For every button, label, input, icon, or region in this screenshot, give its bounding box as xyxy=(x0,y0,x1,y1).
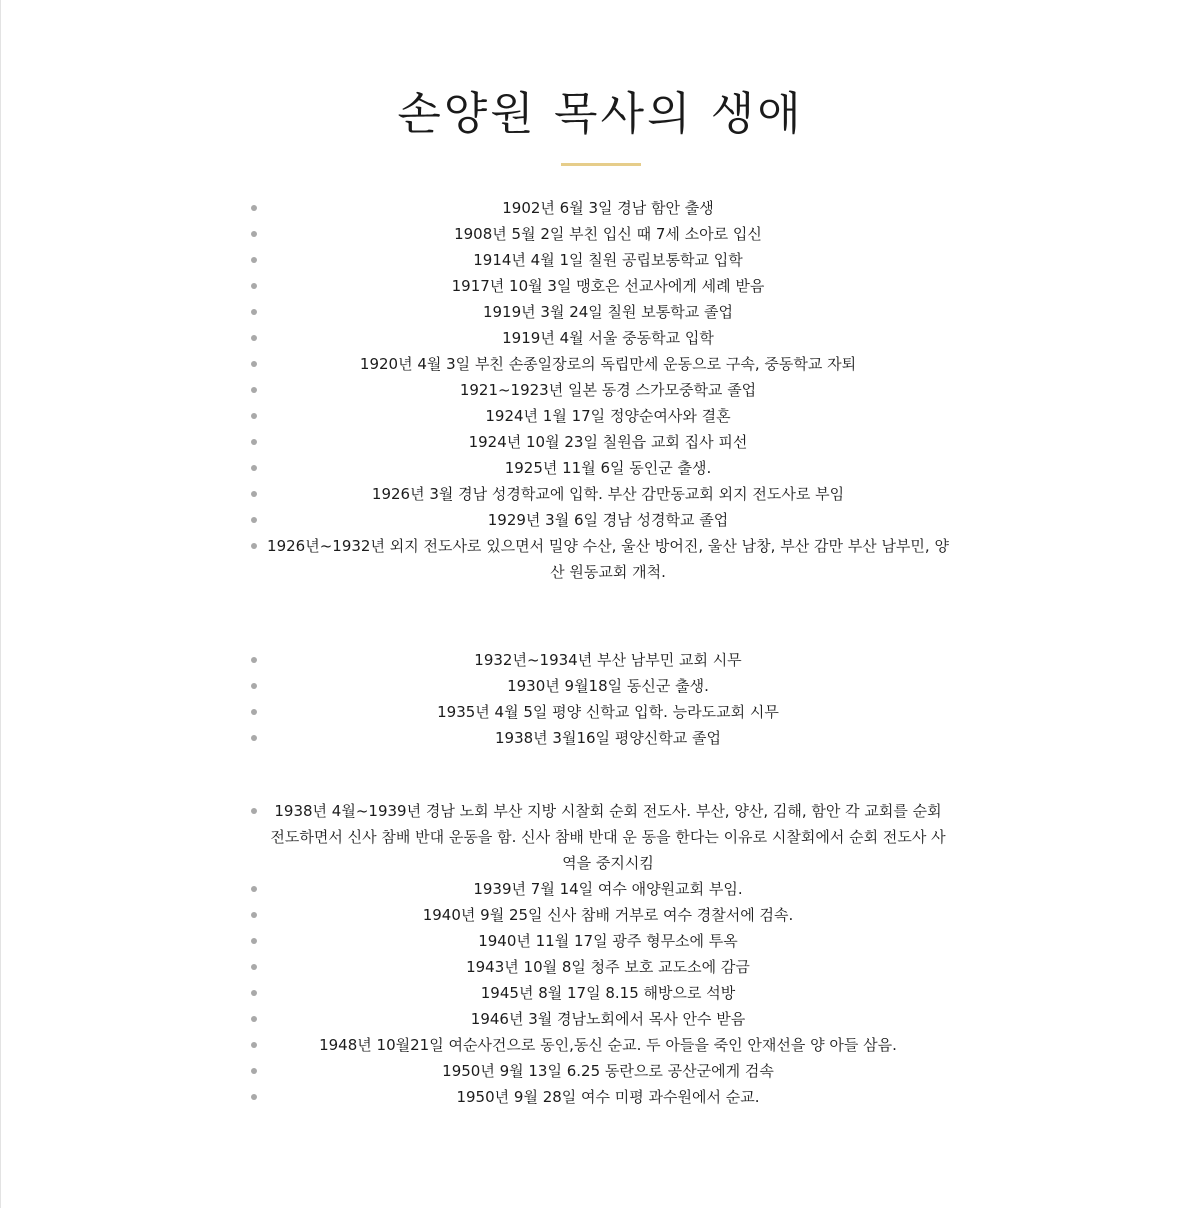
list-item: 1921~1923년 일본 동경 스가모중학교 졸업 xyxy=(265,377,951,403)
list-item: 1940년 9월 25일 신사 참배 거부로 여수 경찰서에 검속. xyxy=(265,902,951,928)
timeline-list-2 xyxy=(265,647,951,751)
timeline-list-1 xyxy=(265,195,951,585)
list-item: 1919년 4월 서울 중동학교 입학 xyxy=(265,325,951,351)
list-item: 1929년 3월 6일 경남 성경학교 졸업 xyxy=(265,507,951,533)
list-item: 1935년 4월 5일 평양 신학교 입학. 능라도교회 시무 xyxy=(265,699,951,725)
list-item: 1908년 5월 2일 부친 입신 때 7세 소아로 입신 xyxy=(265,221,951,247)
list-item: 1945년 8월 17일 8.15 해방으로 석방 xyxy=(265,980,951,1006)
list-item: 1938년 4월~1939년 경남 노회 부산 지방 시찰회 순회 전도사. 부산, 양산, 김해, 함안 각 교회를 순회 전도하면서 신사 참배 반대 운동을 함. 신사 참배 반대 운 동을 한다는 이유로 시찰회에서 순회 전도사 사역을 중지시킴 xyxy=(265,798,951,876)
list-item: 1919년 3월 24일 칠원 보통학교 졸업 xyxy=(265,299,951,325)
list-item: 1914년 4월 1일 칠원 공립보통학교 입학 xyxy=(265,247,951,273)
list-item: 1946년 3월 경남노회에서 목사 안수 받음 xyxy=(265,1006,951,1032)
list-item: 1943년 10월 8일 청주 보호 교도소에 감금 xyxy=(265,954,951,980)
list-item: 1920년 4월 3일 부친 손종일장로의 독립만세 운동으로 구속, 중동학교 자퇴 xyxy=(265,351,951,377)
list-item: 1950년 9월 28일 여수 미평 과수원에서 순교. xyxy=(265,1084,951,1110)
list-item: 1917년 10월 3일 맹호은 선교사에게 세례 받음 xyxy=(265,273,951,299)
page-title: 손양원 목사의 생애 xyxy=(397,87,804,140)
list-item: 1924년 1월 17일 정양순여사와 결혼 xyxy=(265,403,951,429)
list-item: 1930년 9월18일 동신군 출생. xyxy=(265,673,951,699)
list-item: 1938년 3월16일 평양신학교 졸업 xyxy=(265,725,951,751)
title-underline-divider xyxy=(561,163,641,166)
list-item: 1902년 6월 3일 경남 함안 출생 xyxy=(265,195,951,221)
list-item: 1932년~1934년 부산 남부민 교회 시무 xyxy=(265,647,951,673)
list-item: 1940년 11월 17일 광주 형무소에 투옥 xyxy=(265,928,951,954)
list-item: 1925년 11월 6일 동인군 출생. xyxy=(265,455,951,481)
list-item: 1950년 9월 13일 6.25 동란으로 공산군에게 검속 xyxy=(265,1058,951,1084)
timeline-list-3 xyxy=(265,798,951,1110)
list-item: 1926년 3월 경남 성경학교에 입학. 부산 감만동교회 외지 전도사로 부임 xyxy=(265,481,951,507)
list-item: 1939년 7월 14일 여수 애양원교회 부임. xyxy=(265,876,951,902)
list-item: 1924년 10월 23일 칠원읍 교회 집사 피선 xyxy=(265,429,951,455)
list-item: 1926년~1932년 외지 전도사로 있으면서 밀양 수산, 울산 방어진, 울산 남창, 부산 감만 부산 남부민, 양산 원동교회 개척. xyxy=(265,533,951,585)
left-border-line xyxy=(0,0,1,1208)
list-item: 1948년 10월21일 여순사건으로 동인,동신 순교. 두 아들을 죽인 안재선을 양 아들 삼음. xyxy=(265,1032,951,1058)
